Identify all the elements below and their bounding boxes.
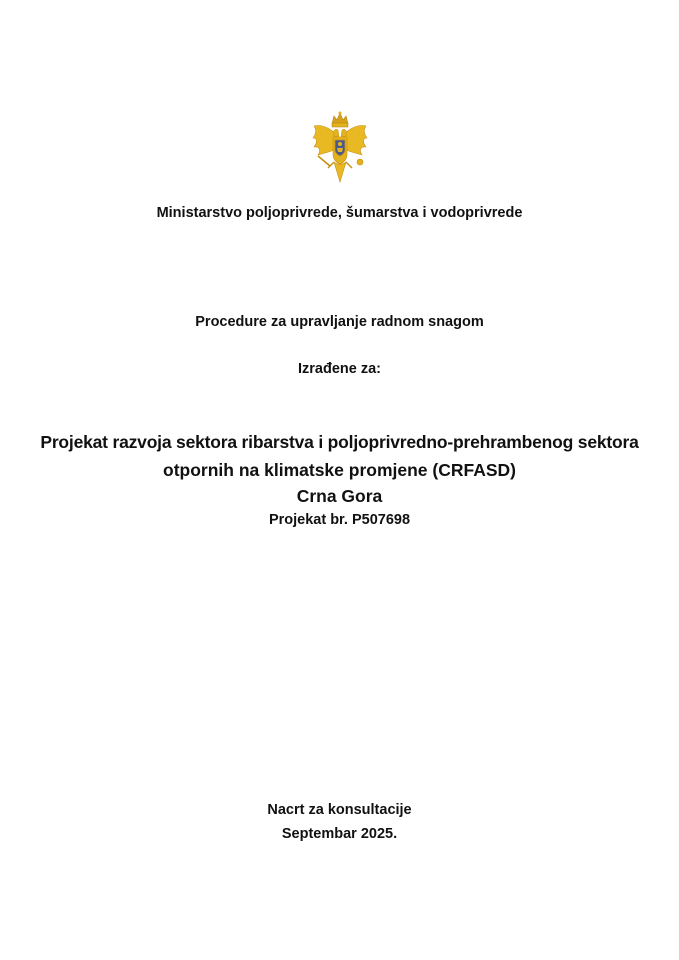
prepared-for-label: Izrađene za: (298, 361, 381, 377)
project-name-line-2: otpornih na klimatske promjene (CRFASD) (163, 460, 516, 480)
document-title: Procedure za upravljanje radnom snagom (195, 314, 484, 330)
project-number: Projekat br. P507698 (268, 512, 411, 528)
project-name-line-1: Projekat razvoja sektora ribarstva i poljoprivredno-prehrambenog sektora (40, 432, 639, 452)
document-status: Nacrt za konsultacije (267, 802, 412, 818)
document-date: Septembar 2025. (281, 826, 398, 842)
coat-of-arms-icon (310, 110, 370, 185)
ministry-name: Ministarstvo poljoprivrede, šumarstva i vodoprivrede (156, 205, 523, 221)
country-name: Crna Gora (296, 486, 383, 506)
